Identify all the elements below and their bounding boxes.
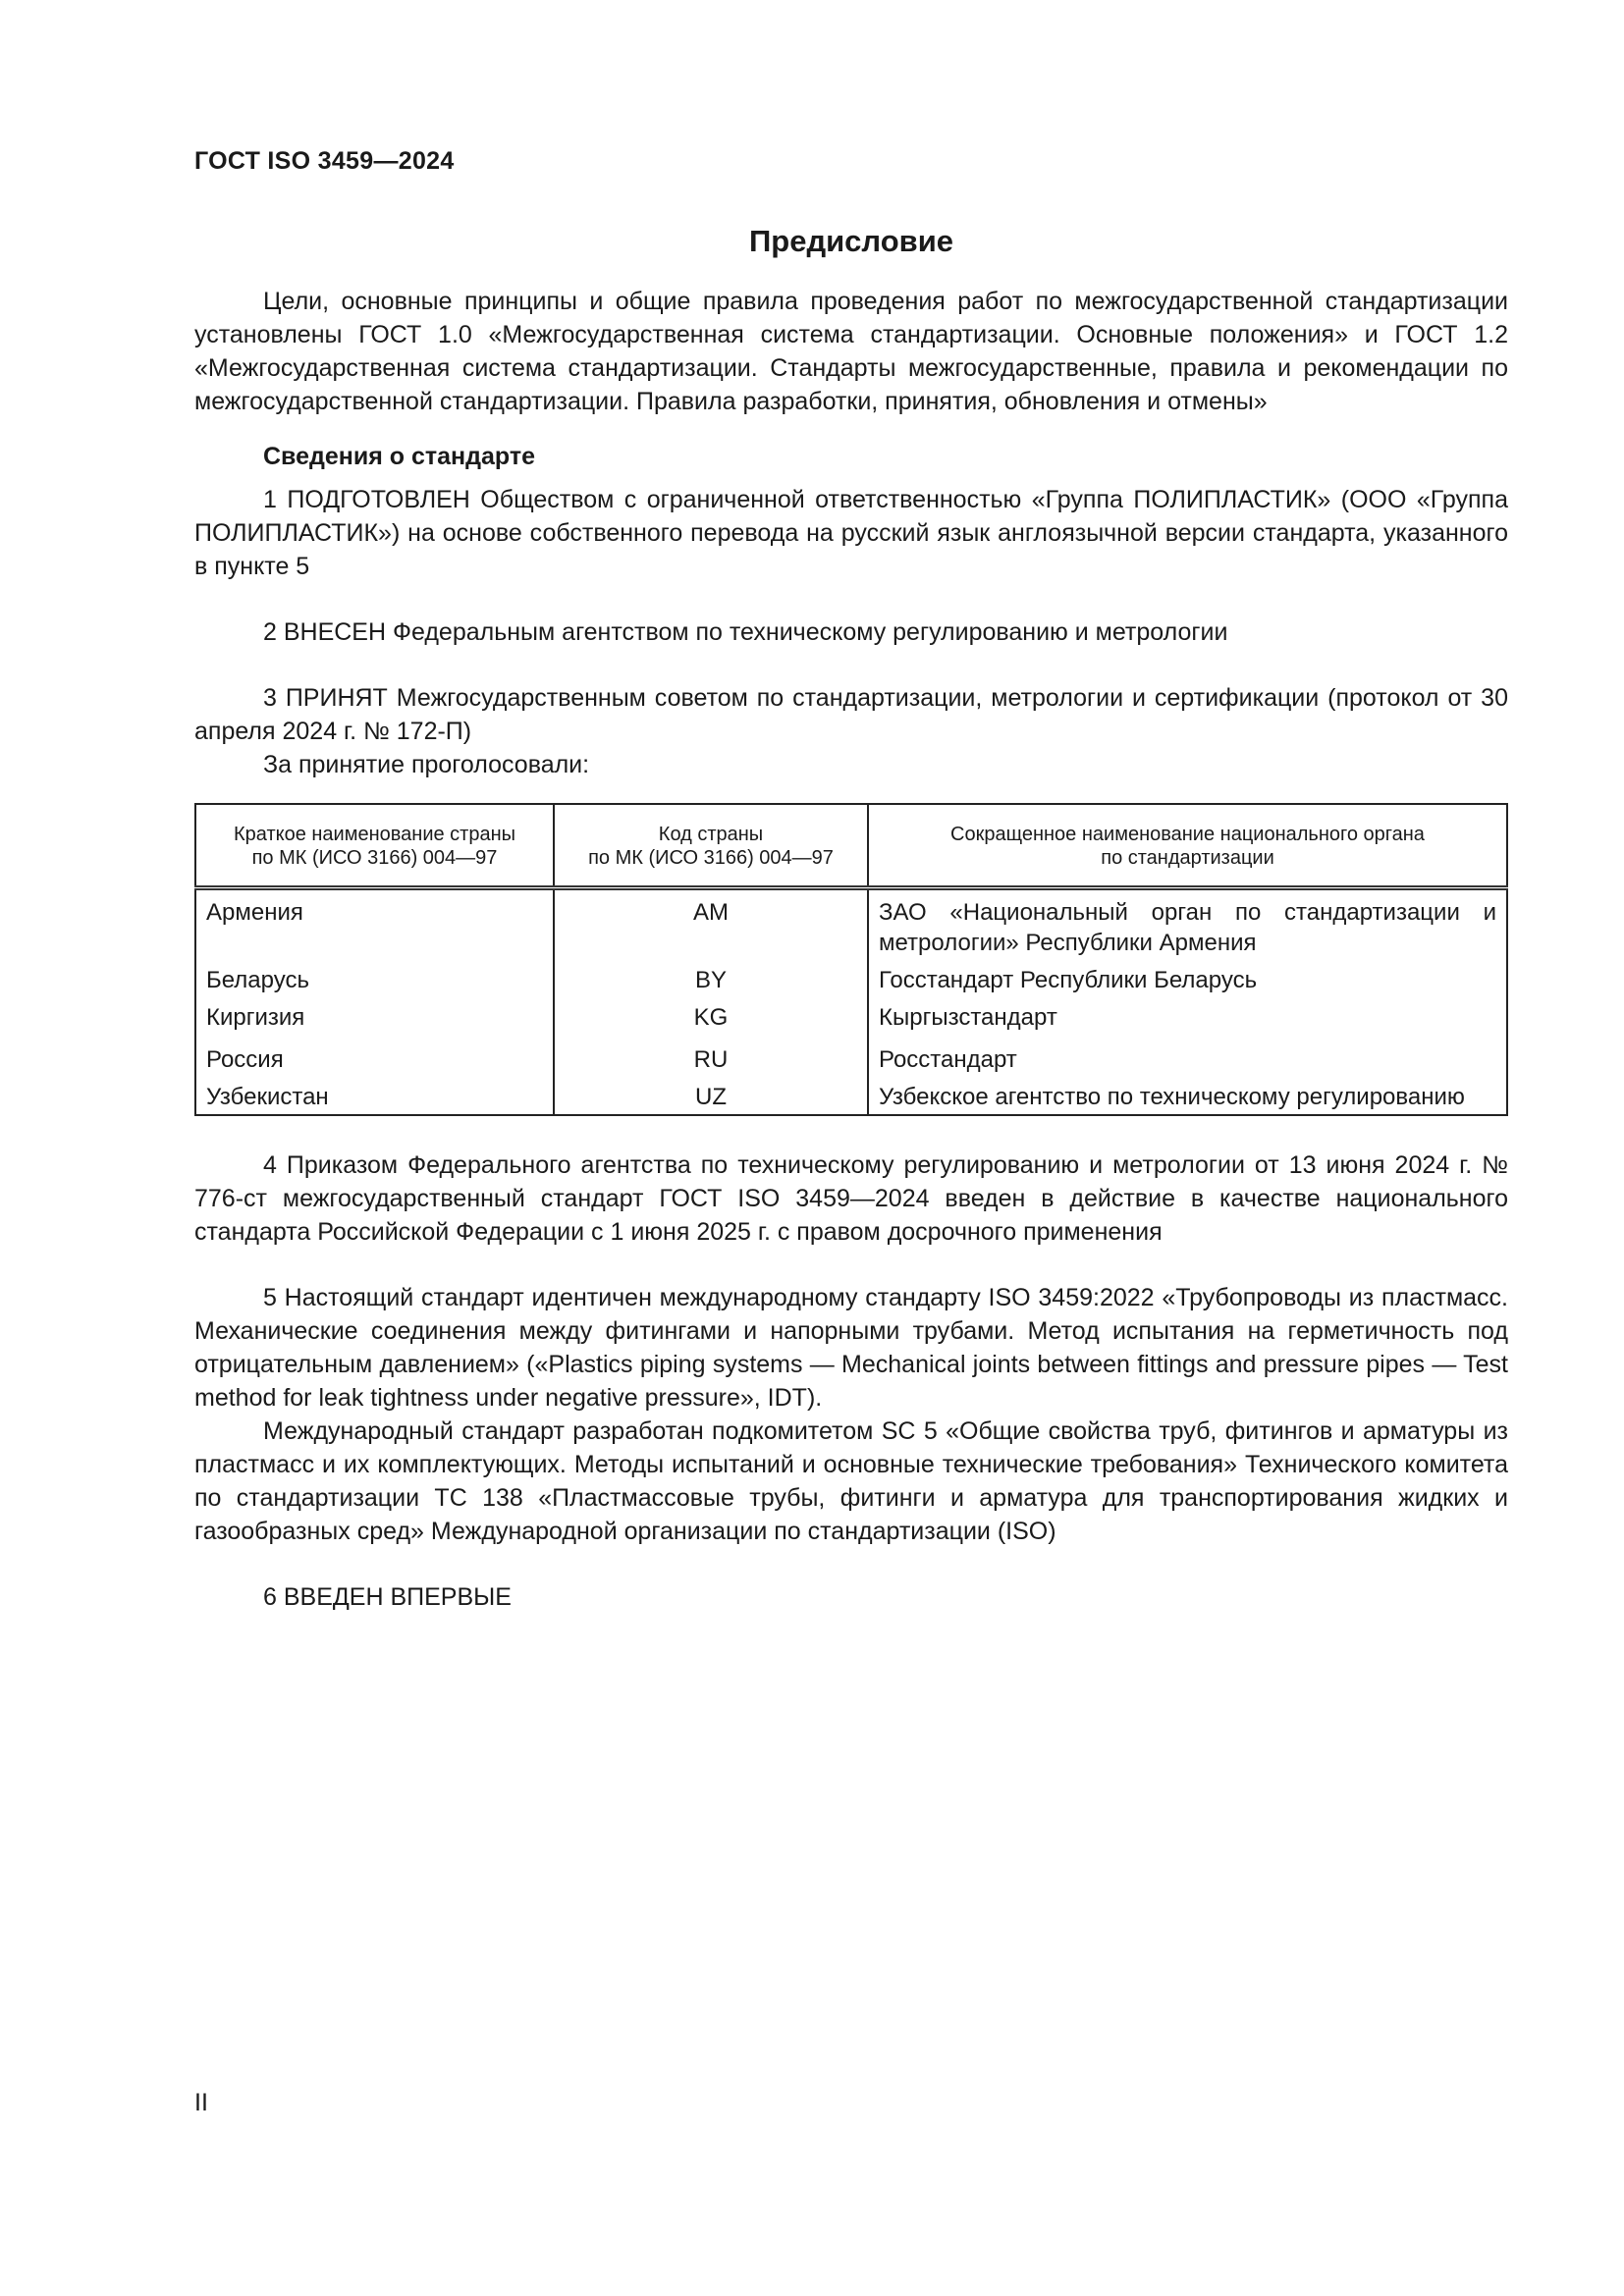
table-row (195, 1035, 1507, 1077)
country-cell: Узбекистан (195, 1077, 554, 1115)
page-number: II (194, 2089, 208, 2116)
table-row (195, 1077, 1507, 1115)
table-row (195, 997, 1507, 1035)
item-2-submitted: 2 ВНЕСЕН Федеральным агентством по техническому регулированию и метрологии (263, 618, 1228, 646)
item-5-developer: Международный стандарт разработан подкомитетом SC 5 «Общие свойства труб, фитингов и арматуры из пластмасс и их комплектующих. Методы испытаний и основные технические требования» Технического комитета по стандартизации TC 138 «Пластмассовые трубы, фитинги и арматура для транспортирования жидких и газообразных сред» Международной организации по стандартизации (ISO) (194, 1417, 1508, 1545)
standards-body-cell: Госстандарт Республики Беларусь (879, 967, 1258, 993)
header-country-name (195, 804, 554, 888)
item-1-prepared: 1 ПОДГОТОВЛЕН Обществом с ограниченной ответственностью «Группа ПОЛИПЛАСТИК» (ООО «Группа ПОЛИПЛАСТИК») на основе собственного перевода на русский язык англоязычной версии стандарта, указанного в пункте 5 (194, 486, 1508, 580)
country-cell: Россия (195, 1035, 554, 1077)
document-code-header: ГОСТ ISO 3459—2024 (194, 147, 455, 175)
intro-paragraph: Цели, основные принципы и общие правила проведения работ по межгосударственной стандартизации установлены ГОСТ 1.0 «Межгосударственная система стандартизации. Основные положения» и ГОСТ 1.2 «Межгосударственная система стандартизации. Стандарты межгосударственные, правила и рекомендации по межгосударственной стандартизации. Правила разработки, принятия, обновления и отмены» (194, 288, 1508, 415)
code-cell: UZ (554, 1077, 868, 1115)
item-3-adopted: 3 ПРИНЯТ Межгосударственным советом по стандартизации, метрологии и сертификации (протокол от 30 апреля 2024 г. № 172-П) (194, 684, 1508, 745)
header-country-code (554, 804, 868, 888)
item-4-order: 4 Приказом Федерального агентства по техническому регулированию и метрологии от 13 июня 2024 г. № 776-ст межгосударственный стандарт ГОСТ ISO 3459—2024 введен в действие в качестве национального стандарта Российской Федерации с 1 июня 2025 г. с правом досрочного применения (194, 1151, 1508, 1246)
header-line: Код страны (658, 824, 764, 845)
item-5-identical: 5 Настоящий стандарт идентичен международному стандарту ISO 3459:2022 «Трубопроводы из пластмасс. Механические соединения между фитингами и напорными трубами. Метод испытания на герметичность под отрицательным давлением» («Plastics piping systems — Mechanical joints between fittings and pressure pipes — Test method for leak tightness under negative pressure», IDT). (194, 1284, 1508, 1412)
country-cell: Армения (195, 888, 554, 961)
header-standards-body (868, 804, 1507, 888)
standard-info-heading: Сведения о стандарте (263, 443, 536, 470)
item-6-first-introduced: 6 ВВЕДЕН ВПЕРВЫЕ (263, 1583, 512, 1611)
table-header-row (195, 804, 1507, 888)
voting-countries-table (194, 803, 1508, 1116)
standards-body-cell: Узбекское агентство по техническому регулированию (879, 1084, 1465, 1110)
header-line: Краткое наименование страны (233, 824, 516, 845)
table-row (195, 888, 1507, 961)
preface-body (194, 285, 1508, 1614)
code-cell: AM (554, 888, 868, 961)
header-line: по МК (ИСО 3166) 004—97 (251, 847, 498, 869)
standards-body-cell: ЗАО «Национальный орган по стандартизации и метрологии» Республики Армения (879, 899, 1496, 956)
code-cell: RU (554, 1035, 868, 1077)
country-cell: Беларусь (195, 960, 554, 997)
code-cell: KG (554, 997, 868, 1035)
standards-body-cell: Росстандарт (879, 1046, 1017, 1073)
header-line: по стандартизации (1101, 847, 1274, 869)
table-row (195, 960, 1507, 997)
header-line: по МК (ИСО 3166) 004—97 (588, 847, 834, 869)
voted-label: За принятие проголосовали: (263, 751, 590, 778)
header-line: Сокращенное наименование национального органа (950, 824, 1425, 845)
page-title: Предисловие (748, 224, 953, 258)
country-cell: Киргизия (195, 997, 554, 1035)
code-cell: BY (554, 960, 868, 997)
standards-body-cell: Кыргызстандарт (879, 1004, 1057, 1031)
